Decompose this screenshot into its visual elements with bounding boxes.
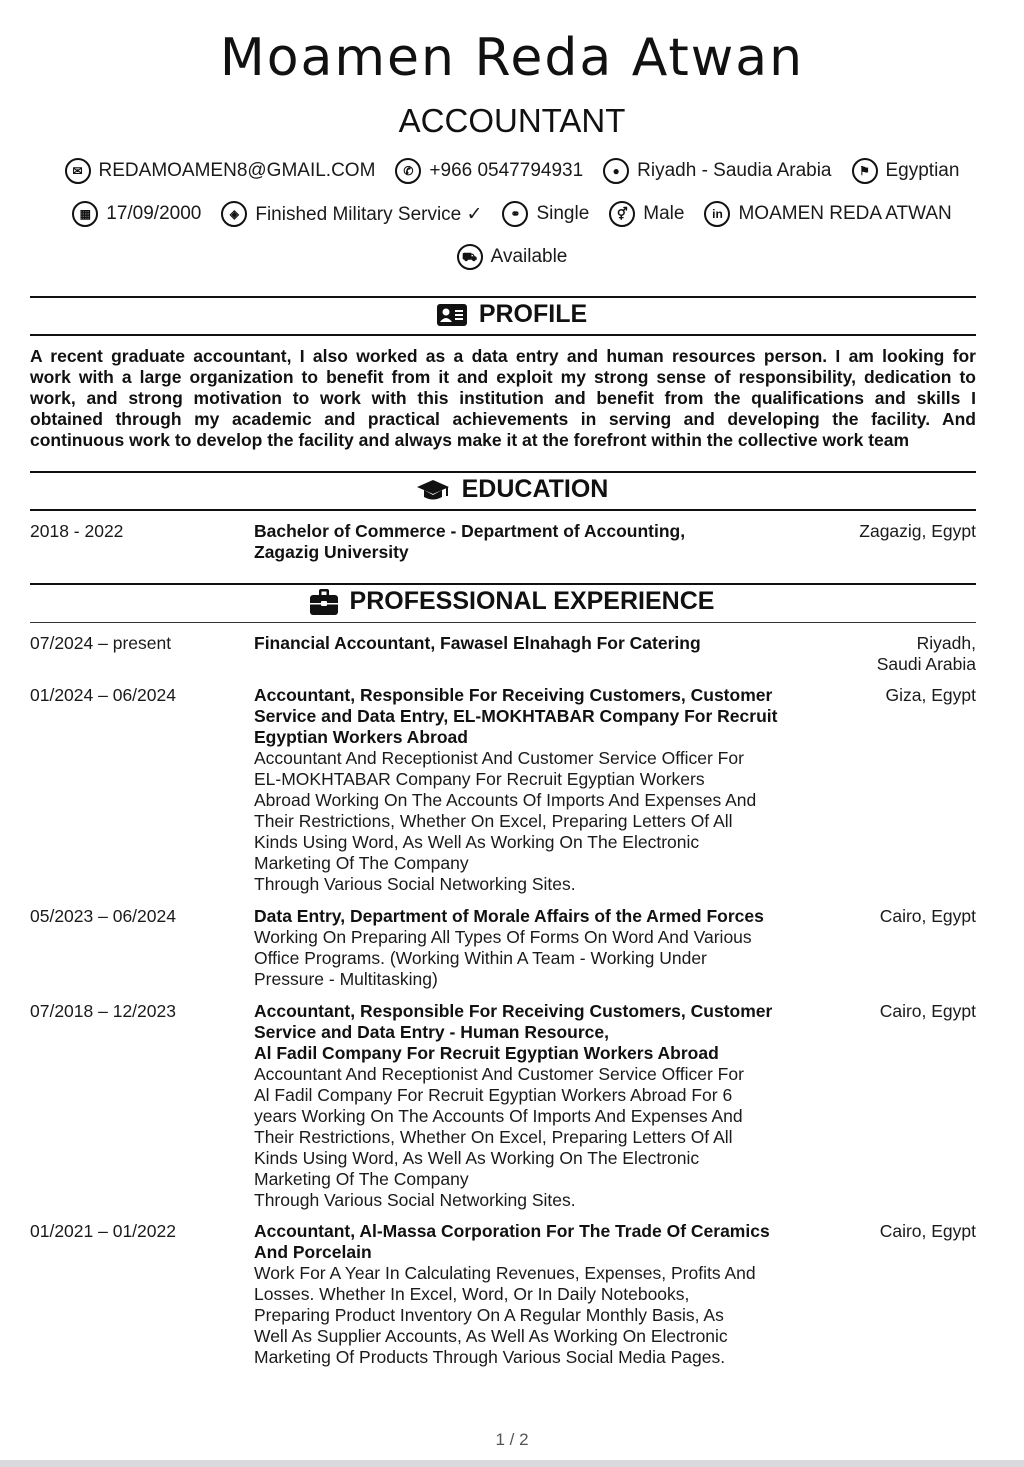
profile-line: work with a large organization to benefit from it and exploit my strong sense of responsibility, dedication to	[30, 367, 976, 387]
car-icon: ⛟	[457, 244, 483, 270]
entry-date: 07/2024 – present	[30, 633, 172, 653]
description-line: Accountant And Receptionist And Customer Service Officer For	[254, 748, 744, 768]
contact-item[interactable]	[65, 158, 376, 184]
entry-location	[826, 685, 976, 706]
role-line: Accountant, Responsible For Receiving Customers, Customer	[254, 1001, 773, 1021]
description-line: Accountant And Receptionist And Customer Service Officer For	[254, 1064, 744, 1084]
entry-date: 01/2024 – 06/2024	[30, 685, 176, 705]
id-card-icon	[437, 304, 467, 326]
rings-icon: ⚭	[502, 201, 528, 227]
role-line: Data Entry, Department of Morale Affairs of the Armed Forces	[254, 906, 764, 926]
briefcase-icon	[310, 589, 338, 615]
contact-item	[502, 201, 589, 227]
section-title: PROFESSIONAL EXPERIENCE	[349, 587, 715, 615]
viewer-bottom-edge	[0, 1460, 1024, 1467]
contact-text: Male	[643, 203, 685, 224]
contact-item[interactable]	[395, 158, 583, 184]
description-line: Working On Preparing All Types Of Forms On Word And Various	[254, 927, 752, 947]
entry-location	[826, 906, 976, 927]
contact-text: MOAMEN REDA ATWAN	[738, 203, 952, 224]
degree-line: Bachelor of Commerce - Department of Accounting,	[254, 521, 686, 541]
contact-text: Riyadh - Saudia Arabia	[637, 160, 832, 181]
role-line: Accountant, Al-Massa Corporation For The Trade Of Ceramics	[254, 1221, 770, 1241]
profile-summary	[30, 346, 976, 451]
calendar-icon: ▦	[72, 201, 98, 227]
description-line: Al Fadil Company For Recruit Egyptian Workers Abroad For 6	[254, 1085, 733, 1105]
page-indicator: 1 / 2	[495, 1430, 529, 1449]
description-line: Office Programs. (Working Within A Team - Working Under	[254, 948, 707, 968]
shield-icon: ◈	[221, 201, 247, 227]
location-line: Cairo, Egypt	[879, 906, 976, 926]
contact-item	[221, 201, 482, 227]
divider	[30, 334, 976, 336]
description-line: years Working On The Accounts Of Imports And Expenses And	[254, 1106, 743, 1126]
contact-text: Finished Military Service ✓	[255, 203, 483, 225]
entry-date: 01/2021 – 01/2022	[30, 1221, 176, 1241]
description-line: Their Restrictions, Whether On Excel, Preparing Letters Of All	[254, 811, 733, 831]
contact-item	[852, 158, 960, 184]
profile-line: obtained through my academic and practical achievements in serving and developing the facility. And	[30, 409, 976, 429]
contact-text: Available	[490, 246, 568, 267]
divider	[30, 583, 976, 585]
entry-location	[826, 1001, 976, 1022]
description-line: Marketing Of Products Through Various Social Media Pages.	[254, 1347, 726, 1367]
phone-icon: ✆	[395, 158, 421, 184]
contact-item	[609, 201, 684, 227]
description-line: Marketing Of The Company	[254, 1169, 469, 1189]
entry-date: 2018 - 2022	[30, 521, 124, 541]
contact-text: Egyptian	[885, 160, 960, 181]
contact-item	[603, 158, 831, 184]
description-line: Kinds Using Word, As Well As Working On The Electronic	[254, 1148, 700, 1168]
flag-icon: ⚑	[852, 158, 878, 184]
role-line: Service and Data Entry, EL-MOKHTABAR Company For Recruit	[254, 706, 778, 726]
profile-line: A recent graduate accountant, I also worked as a data entry and human resources person. I am looking for	[30, 346, 976, 366]
location-line: Saudi Arabia	[876, 654, 976, 674]
description-line: Work For A Year In Calculating Revenues, Expenses, Profits And	[254, 1263, 756, 1283]
divider	[30, 622, 976, 623]
contact-row-1	[0, 158, 1024, 184]
description-line: EL-MOKHTABAR Company For Recruit Egyptian Workers	[254, 769, 705, 789]
divider	[30, 296, 976, 298]
description-line: Through Various Social Networking Sites.	[254, 874, 576, 894]
location-pin-icon: ●	[603, 158, 629, 184]
institution-line: Zagazig University	[254, 542, 409, 562]
contact-text: REDAMOAMEN8@GMAIL.COM	[98, 160, 376, 181]
section-title: PROFILE	[478, 300, 588, 328]
entry-date: 05/2023 – 06/2024	[30, 906, 176, 926]
description-line: Their Restrictions, Whether On Excel, Preparing Letters Of All	[254, 1127, 733, 1147]
section-title: EDUCATION	[461, 475, 609, 503]
divider	[30, 509, 976, 511]
location-line: Riyadh,	[916, 633, 976, 653]
description-line: Pressure - Multitasking)	[254, 969, 438, 989]
role-line: Al Fadil Company For Recruit Egyptian Workers Abroad	[254, 1043, 719, 1063]
description-line: Kinds Using Word, As Well As Working On The Electronic	[254, 832, 700, 852]
divider	[30, 471, 976, 473]
description-line: Losses. Whether In Excel, Word, Or In Daily Notebooks,	[254, 1284, 690, 1304]
job-title: ACCOUNTANT	[398, 102, 626, 139]
graduation-cap-icon	[416, 478, 450, 502]
section-heading-experience	[0, 587, 1024, 616]
contact-text: 17/09/2000	[106, 203, 202, 224]
contact-item	[72, 201, 201, 227]
location-line: Cairo, Egypt	[879, 1221, 976, 1241]
entry-location	[826, 633, 976, 675]
role-line: Service and Data Entry - Human Resource,	[254, 1022, 609, 1042]
gender-icon: ⚥	[609, 201, 635, 227]
contact-row-3	[0, 244, 1024, 270]
entry-location	[826, 1221, 976, 1242]
location-line: Cairo, Egypt	[879, 1001, 976, 1021]
role-line: And Porcelain	[254, 1242, 372, 1262]
contact-row-2	[0, 201, 1024, 227]
description-line: Marketing Of The Company	[254, 853, 469, 873]
candidate-name: Moamen Reda Atwan	[219, 28, 805, 88]
description-line: Abroad Working On The Accounts Of Imports And Expenses And	[254, 790, 757, 810]
contact-text: +966 0547794931	[429, 160, 584, 181]
description-line: Through Various Social Networking Sites.	[254, 1190, 576, 1210]
description-line: Preparing Product Inventory On A Regular Monthly Basis, As	[254, 1305, 724, 1325]
section-heading-education	[0, 475, 1024, 504]
envelope-icon: ✉	[65, 158, 91, 184]
section-heading-profile	[0, 300, 1024, 329]
linkedin-icon: in	[704, 201, 730, 227]
role-line: Accountant, Responsible For Receiving Customers, Customer	[254, 685, 773, 705]
profile-line: work, and strong motivation to work with this institution and benefit from the qualifications and skills I	[30, 388, 976, 408]
role-line: Financial Accountant, Fawasel Elnahagh For Catering	[254, 633, 701, 653]
profile-line: continuous work to develop the facility and always make it at the forefront within the collective work team	[30, 430, 910, 450]
contact-item[interactable]	[704, 201, 951, 227]
entry-date: 07/2018 – 12/2023	[30, 1001, 176, 1021]
entry-location: Zagazig, Egypt	[859, 521, 976, 541]
location-line: Giza, Egypt	[885, 685, 976, 705]
description-line: Well As Supplier Accounts, As Well As Working On Electronic	[254, 1326, 728, 1346]
contact-item	[457, 244, 568, 270]
role-line: Egyptian Workers Abroad	[254, 727, 468, 747]
contact-text: Single	[536, 203, 590, 224]
